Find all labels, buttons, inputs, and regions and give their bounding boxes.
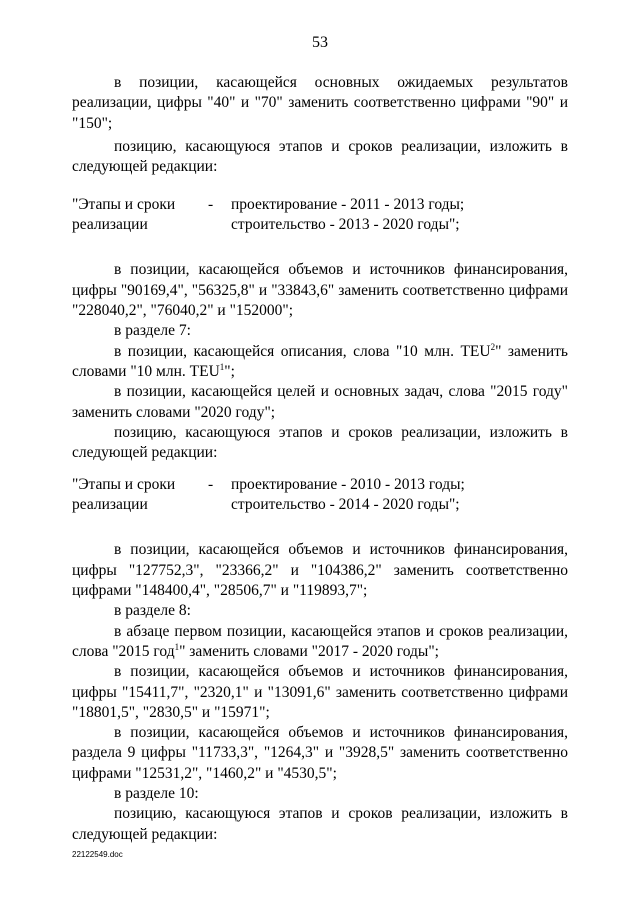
paragraph-stages-intro: позицию, касающуюся этапов и сроков реализации, изложить в следующей редакции:	[72, 423, 568, 462]
paragraph-stages-intro: позицию, касающуюся этапов и сроков реализации, изложить в следующей редакции:	[72, 137, 568, 176]
document-body	[72, 73, 568, 845]
quote-dash: -	[208, 196, 214, 214]
paragraph-stages-first: в абзаце первом позиции, касающейся этапов и сроков реализации, слова "2015 год$^1$" заменить словами "2017 - 2020 годы";	[72, 622, 568, 660]
paragraph-stages-intro: позицию, касающуюся этапов и сроков реализации, изложить в следующей редакции:	[72, 805, 568, 843]
paragraph-financing-section9: в позиции, касающейся объемов и источников финансирования, раздела 9 цифры "11733,3", "1264,3" и "3928,5" заменить соответственно цифрами "12531,2", "1460,2" и "4530,5";	[72, 724, 568, 782]
paragraph-goals: в позиции, касающейся целей и основных задач, слова "2015 году" заменить словами "2020 году";	[72, 383, 568, 421]
paragraph-section-heading: в разделе 8:	[114, 602, 191, 620]
quote-value-line2: строительство - 2013 - 2020 годы";	[231, 216, 460, 234]
paragraph-section-heading: в разделе 7:	[114, 322, 191, 340]
quote-label-line1: "Этапы и сроки	[72, 196, 176, 214]
quote-block-stages	[72, 475, 568, 516]
paragraph-financing: в позиции, касающейся объемов и источников финансирования, цифры "15411,7", "2320,1" и "13091,6" заменить соответственно цифрами "18801,5", "2830,5" и "15971";	[72, 663, 568, 721]
paragraph-financing: в позиции, касающейся объемов и источников финансирования, цифры "127752,3", "23366,2" и "104386,2" заменить соответственно цифрами "148400,4", "28506,7" и "119893,7";	[72, 541, 568, 600]
file-name-footer: 22122549.doc	[72, 850, 123, 859]
quote-value-line1: проектирование - 2011 - 2013 годы;	[231, 196, 465, 214]
quote-dash: -	[208, 476, 214, 494]
quote-label-line2: реализации	[72, 496, 148, 514]
quote-block-stages	[72, 195, 568, 236]
quote-label-line1: "Этапы и сроки	[72, 476, 176, 494]
page-number: 53	[312, 34, 328, 51]
paragraph-financing: в позиции, касающейся объемов и источников финансирования, цифры "90169,4", "56325,8" и "33843,6" заменить соответственно цифрами "228040,2", "76040,2" и "152000";	[72, 261, 568, 320]
quote-label-line2: реализации	[72, 216, 148, 234]
quote-value-line2: строительство - 2014 - 2020 годы";	[231, 496, 460, 514]
paragraph-description: в позиции, касающейся описания, слова "10 млн. TEU$^2$" заменить словами "10 млн. TEU$^1$";	[72, 341, 568, 380]
paragraph-results: в позиции, касающейся основных ожидаемых результатов реализации, цифры "40" и "70" заменить соответственно цифрами "90" и "150";	[72, 74, 568, 132]
quote-value-line1: проектирование - 2010 - 2013 годы;	[231, 476, 465, 494]
paragraph-section-heading: в разделе 10:	[114, 785, 199, 803]
